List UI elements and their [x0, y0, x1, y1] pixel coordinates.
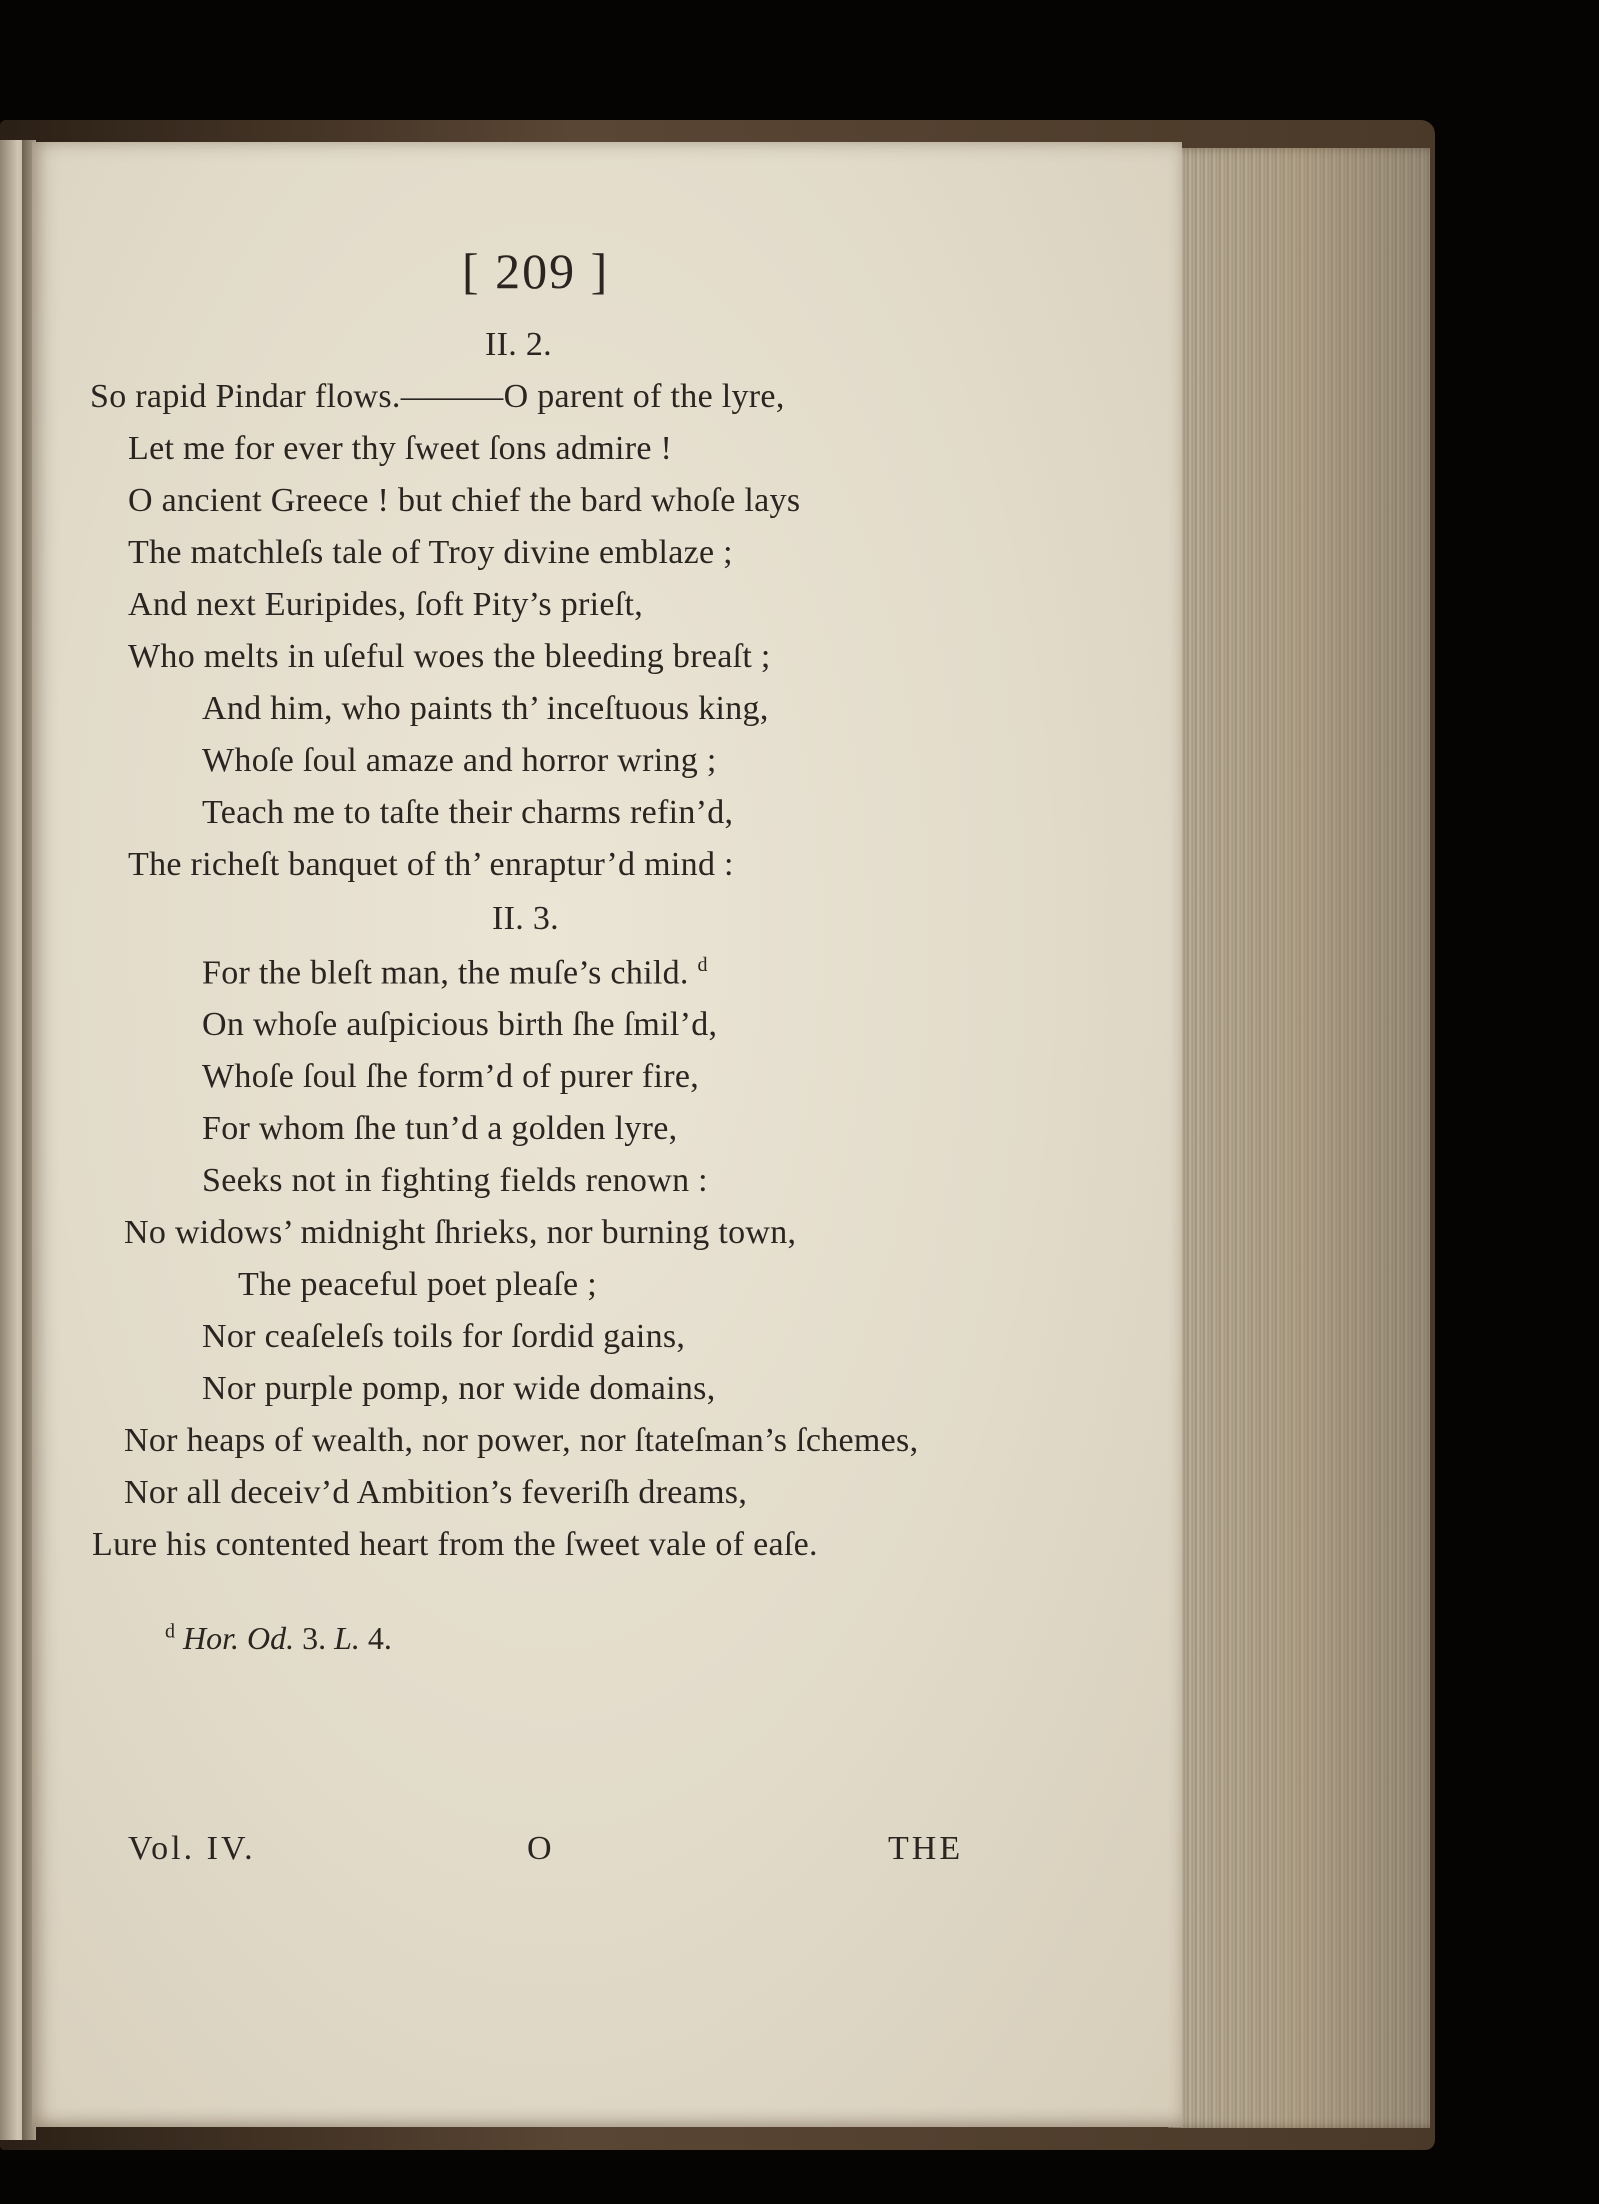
- footnote-author: Hor.: [183, 1620, 240, 1656]
- poem-line: Seeks not in fighting fields renown :: [202, 1162, 708, 1199]
- footnote-work: Od.: [247, 1620, 295, 1656]
- footnote-book: L.: [334, 1620, 360, 1656]
- poem-line: Whoſe ſoul ſhe form’d of purer fire,: [202, 1058, 700, 1095]
- poem-line: O ancient Greece ! but chief the bard whoſe lays: [128, 482, 801, 519]
- section-heading-ii-2: II. 2.: [485, 326, 552, 363]
- signature-mark: O: [527, 1830, 555, 1867]
- poem-line: The richeſt banquet of th’ enraptur’d mind :: [128, 846, 734, 883]
- footnote-marker: d: [165, 1620, 175, 1643]
- footnote-marker: d: [697, 954, 708, 976]
- poem-line: The matchleſs tale of Troy divine emblaze ;: [128, 534, 733, 571]
- poem-line: Nor ceaſeleſs toils for ſordid gains,: [202, 1318, 686, 1355]
- poem-line-text: For the bleſt man, the muſe’s child.: [202, 954, 689, 992]
- poem-line: The peaceful poet pleaſe ;: [238, 1266, 597, 1303]
- poem-line: So rapid Pindar flows.———O parent of the lyre,: [90, 378, 785, 415]
- poem-line: Who melts in uſeful woes the bleeding breaſt ;: [128, 638, 771, 675]
- poem-line: And him, who paints th’ inceſtuous king,: [202, 690, 769, 727]
- poem-line: Let me for ever thy ſweet ſons admire !: [128, 430, 673, 467]
- poem-line: And next Euripides, ſoft Pity’s prieſt,: [128, 586, 644, 623]
- poem-line: No widows’ midnight ſhrieks, nor burning town,: [124, 1214, 797, 1251]
- catchword: THE: [888, 1830, 964, 1867]
- poem-line: Nor heaps of wealth, nor power, nor ſtateſman’s ſchemes,: [124, 1422, 919, 1459]
- footnote-book-number: 4.: [367, 1620, 392, 1656]
- poem-line: Nor purple pomp, nor wide domains,: [202, 1370, 716, 1407]
- poem-line: Whoſe ſoul amaze and horror wring ;: [202, 742, 717, 779]
- poem-line: Nor all deceiv’d Ambition’s feveriſh dreams,: [124, 1474, 748, 1511]
- poem-line: Teach me to taſte their charms refin’d,: [202, 794, 734, 831]
- poem-line: On whoſe auſpicious birth ſhe ſmil’d,: [202, 1006, 718, 1043]
- poem-line: For whom ſhe tun’d a golden lyre,: [202, 1110, 678, 1147]
- poem-line-with-note: [202, 954, 708, 992]
- page-header: [ 209 ]: [462, 243, 610, 299]
- section-heading-ii-3: II. 3.: [492, 900, 559, 937]
- footnote: [165, 1620, 392, 1657]
- footnote-number: 3.: [302, 1620, 327, 1656]
- volume-label: Vol. IV.: [128, 1830, 256, 1867]
- poem-line: Lure his contented heart from the ſweet vale of eaſe.: [92, 1526, 818, 1563]
